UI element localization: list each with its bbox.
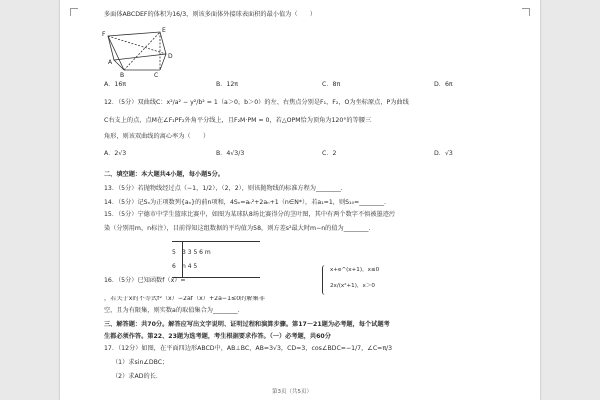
- stem-value: 5: [172, 249, 176, 256]
- question-16-prefix: 16．（5分）已知函数f（x）=: [104, 277, 186, 284]
- question-top-option-c: C．8π: [322, 81, 341, 88]
- stem-value: 6: [172, 263, 176, 270]
- question-17-part-2: （2）求AD的长.: [112, 373, 158, 380]
- question-12-option-c: C．2: [322, 150, 337, 157]
- leaf-values: n 4 5: [182, 263, 198, 270]
- page-footer: 第3页（共5页）: [272, 389, 312, 395]
- crop-mark-top-left: [70, 8, 78, 16]
- figure-label-d: D: [168, 53, 173, 60]
- figure-label-c: C: [154, 72, 159, 78]
- question-12-option-d: D．√3: [434, 150, 453, 157]
- section-fill-in-heading: 二、填空题：本大题共4小题，每小题5分。: [104, 171, 224, 178]
- figure-label-b: B: [120, 72, 125, 78]
- question-12-line-1: 12．（5分）双曲线C：x²/a² − y²/b² = 1（a＞0，b＞0）的左、右焦点分别是F₁，F₂，O为坐标原点，P为曲线: [104, 99, 409, 106]
- question-top-option-d: D．6π: [434, 81, 453, 88]
- question-top-option-b: B．12π: [216, 81, 239, 88]
- figure-label-f: F: [102, 31, 106, 38]
- stem-leaf-divider: [182, 241, 183, 277]
- question-17-stem: 17．（12分）如图，在平面四边形ABCD中，AB⊥BC，AB=3√3，CD=3，cos∠BDC=−1/7，∠C=π/3: [104, 345, 393, 352]
- crop-mark-top-right: [522, 8, 530, 16]
- stem-leaf-row: [172, 263, 197, 270]
- question-13: 13．（5分）若抛物线经过点（−1，1/2），（2，2），则该抛物线的标准方程为________.: [104, 185, 343, 192]
- question-12-line-2: C右支上的点，点M在∠F₁PF₂外角平分线上，且F₂M·PM = 0，若△OPM恰为顶角为120°的等腰三: [104, 117, 372, 124]
- question-12-option-b: B．4√3/3: [216, 150, 245, 157]
- question-17-part-1: （1）求sin∠DBC；: [112, 359, 169, 366]
- section-solve-heading-line-2: 生都必须作答。第22、23题为选考题，考生根据要求作答。（一）必考题，共60分: [104, 333, 331, 340]
- question-15-line-1: 15．（5分）宁德市中学生篮球比赛中，如图为某球队8场比赛得分的茎叶图，其中有两个数字不慎被墨迹污: [104, 211, 396, 218]
- question-12-option-a: A．2√3: [104, 150, 127, 157]
- figure-label-a: A: [108, 59, 113, 66]
- stem-leaf-top-rule: [172, 241, 260, 242]
- question-16-suffix: ，若关于x的不等式f²（x）−2af（x）+2a−1≤0的解集非: [104, 296, 265, 302]
- question-16-case-1: x+e^(x+1)，x≤0: [330, 267, 380, 273]
- piecewise-brace: [322, 265, 328, 295]
- document-page: [60, 0, 540, 400]
- figure-label-e: E: [162, 27, 166, 34]
- question-12-line-3: 角形，则该双曲线的离心率为（ ）: [104, 133, 210, 140]
- polyhedron-figure: [102, 26, 174, 78]
- question-16-case-2: 2x/(x²+1)，x＞0: [330, 283, 375, 289]
- section-solve-heading-line-1: 三、解答题：共70分。解答应写出文字说明、证明过程和演算步骤。第17～21题为必考题，每个试题考: [104, 321, 390, 328]
- stem-leaf-row: [172, 249, 211, 256]
- question-top-option-a: A．16π: [104, 81, 127, 88]
- question-15-line-2: 染（分别用m，n标注），目前得知这组数据的平均值为58，则方差s²最大时m−n的值为________.: [104, 225, 371, 232]
- question-top-stem: 多面体ABCDEF的体积为16/3，则该多面体外接球表面积的最小值为（ ）: [104, 11, 317, 18]
- leaf-values: 3 3 5 6 m: [182, 249, 211, 256]
- question-16-line-2: 空，且为有限集，则实数a的取值集合为________.: [104, 307, 240, 314]
- question-14: 14．（5分）记Sₙ为正项数列{aₙ}的前n项和，4Sₙ=aₙ²+2aₙ+1（n∈N*），若a₁=1，则S₁₀=________.: [104, 199, 386, 206]
